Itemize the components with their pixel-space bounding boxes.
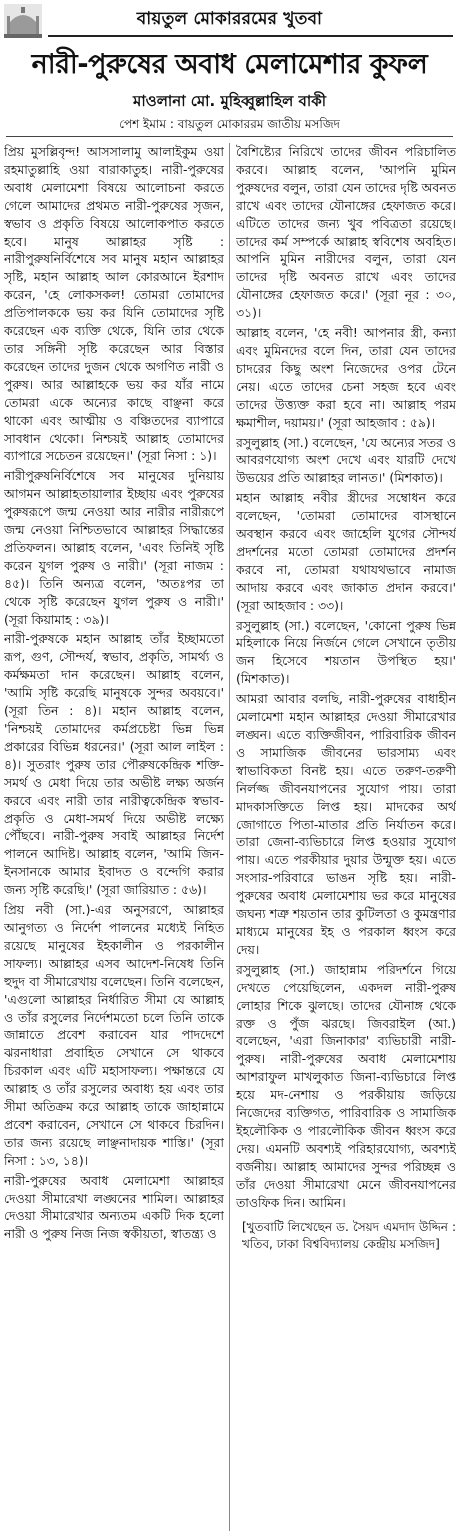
paragraph: প্রিয় মুসল্লিবৃন্দ! আসসালামু আলাইকুম ওয়া রহমাতুল্লাহি ওয়া বারাকাতুহ। নারী-পুরুষের অবাধ মেলামেশা বিষয়ে আলোচনা করতে গেলে আমাদের প্রথমত নারী-পুরুষের সৃজন, স্বভাব ও প্রকৃতি বিষয়ে আলোকপাত করতে হবে। মানুষ আল্লাহর সৃষ্টি : নারীপুরুষনির্বিশেষে সব মানুষ মহান আল্লাহর সৃষ্টি, মহান আল্লাহ আল কোরআনে ইরশাদ করেন, 'হে লোকসকল! তোমরা তোমাদের প্রতিপালককে ভয় কর যিনি তোমাদের সৃষ্টি করেছেন এক ব্যক্তি থেকে, যিনি তার থেকে তার সঙ্গিনী সৃষ্টি করেছেন আর বিস্তার করেছেন তাদের দুজন থেকে অগণিত নারী ও পুরুষ। আর আল্লাহকে ভয় কর যাঁর নামে তোমরা একে অন্যের কাছে বাঞ্ছনা করে থাকো এবং আত্মীয় ও বঞ্চিতদের ব্যাপারে সাবধান থেকো। নিশ্চয়ই আল্লাহ তোমাদের ব্যাপারে সচেতন রয়েছেন।' (সূরা নিসা : ১)। (4, 144, 224, 464)
paragraph: নারীপুরুষনির্বিশেষে সব মানুষের দুনিয়ায় আগমন আল্লাহতায়ালার ইচ্ছায় এবং পুরুষের পুরুষরূপে জন্ম নেওয়া আর নারীর নারীরূপে জন্ম নেওয়া নিশ্চিতভাবে আল্লাহর সিদ্ধান্তের প্রতিফলন। আল্লাহ বলেন, 'এবং তিনিই সৃষ্টি করেন যুগল পুরুষ ও নারী।' (সূরা নাজম : ৪৫)। তিনি অন্যত্র বলেন, 'অতঃপর তা থেকে সৃষ্টি করেছেন যুগল পুরুষ ও নারী।' (সূরা কিয়ামাহ : ৩৯)। (4, 468, 224, 627)
section-header (0, 0, 459, 42)
paragraph: নারী-পুরুষের অবাধ মেলামেশা আল্লাহর দেওয়া সীমারেখা লঙ্ঘনের শামিল। আল্লাহর দেওয়া সীমারেখার অন্যতম একটি দিক হলো নারী ও পুরুষ নিজ নিজ স্বকীয়তা, স্বাতন্ত্র্য ও (4, 1172, 224, 1242)
section-label: বায়তুল মোকাররমের খুতবা (136, 9, 323, 29)
paragraph: রসুলুল্লাহ (সা.) বলেছেন, 'যে অন্যের সতর ও আবরণযোগ্য অংশ দেখে এবং যারটি দেখে উভয়ের প্রতি আল্লাহর লানত।' (মিশকাত)। (236, 434, 456, 486)
column-divider (229, 143, 230, 1531)
paragraph: মহান আল্লাহ নবীর স্ত্রীদের সম্বোধন করে বলেছেন, 'তোমরা তোমাদের বাসস্থানে অবস্থান করবে এবং জাহেলি যুগের সৌন্দর্য প্রদর্শনের মতো তোমরা তোমাদের প্রদর্শন করবে না, তোমরা যথাযথভাবে নামাজ আদায় করবে এবং জাকাত প্রদান করবে।' (সূরা আহজাব : ৩৩)। (236, 490, 456, 613)
paragraph: আল্লাহ বলেন, 'হে নবী! আপনার স্ত্রী, কন্যা এবং মুমিনদের বলে দিন, তারা যেন তাদের চাদরের কিছু অংশ নিজেদের ওপর টেনে নেয়। এতে তাদের চেনা সহজ হবে এবং তাদের উত্ত্যক্ত করা হবে না। আল্লাহ পরম ক্ষমাশীল, দয়াময়।' (সূরা আহজাব : ৫৯)। (236, 325, 456, 430)
article-column-left (4, 143, 224, 1528)
article-title: নারী-পুরুষের অবাধ মেলামেশার কুফল (31, 49, 428, 80)
paragraph: আমরা আবার বলছি, নারী-পুরুষের বাধাহীন মেলামেশা মহান আল্লাহর দেওয়া সীমারেখার লঙ্ঘন। এতে ব্যক্তিজীবন, পারিবারিক জীবন ও সামাজিক জীবনের ভারসাম্য এবং স্বাভাবিকতা বিনষ্ট হয়। এতে তরুণ-তরুণী নির্লজ্জ জীবনযাপনের সুযোগ পায়। তারা মাদকাসক্তিতে লিপ্ত হয়। মাদকের অর্থ জোগাতে পিতা-মাতার প্রতি নির্যাতন করে। তারা জেনা-ব্যভিচারে লিপ্ত হওয়ার সুযোগ পায়। এতে পরকীয়ার দুয়ার উন্মুক্ত হয়। এতে সংসার-পরিবারে ভাঙন সৃষ্টি হয়। নারী-পুরুষের অবাধ মেলামেশায় ভর করে মানুষের জঘন্য শত্রু শয়তান তার কুটিলতা ও কুমন্ত্রণার মাধ্যমে মানুষের ইহ ও পরকাল ধ্বংস করে দেয়। (236, 691, 456, 957)
title-rule (6, 136, 453, 137)
paragraph: রসুলুল্লাহ (সা.) জাহান্নাম পরিদর্শনে গিয়ে দেখতে পেয়েছিলেন, একদল নারী-পুরুষ লোহার শিকে ঝুলছে। তাদের যৌনাঙ্গ থেকে রক্ত ও পুঁজ ঝরছে। জিবরাইল (আ.) বলেছেন, 'এরা জিনাকার' ব্যভিচারী নারী-পুরুষ। নারী-পুরুষের অবাধ মেলামেশায় আশরাফুল মাখলুকাত জিনা-ব্যভিচারে লিপ্ত হয়ে মদ-নেশায় ও পরকীয়ায় জড়িয়ে নিজেদের ব্যক্তিগত, পারিবারিক ও সামাজিক ইহলৌকিক ও পারলৌকিক জীবন ধ্বংস করে দেয়। এমনটি অবশ্যই পরিহারযোগ্য, অবশ্যই বর্জনীয়। আল্লাহ আমাদের সুন্দর পরিচ্ছন্ন ও তাঁর দেওয়া সীমারেখা মেনে জীবনযাপনের তাওফিক দিন। আমিন। (236, 961, 456, 1210)
paragraph: রসুলুল্লাহ (সা.) বলেছেন, 'কোনো পুরুষ ভিন্ন মহিলাকে নিয়ে নির্জনে গেলে সেখানে তৃতীয় জন হিসেবে শয়তান উপস্থিত হয়।' (মিশকাত)। (236, 617, 456, 687)
paragraph: নারী-পুরুষকে মহান আল্লাহ তাঁর ইচ্ছামতো রূপ, গুণ, সৌন্দর্য, স্বভাব, প্রকৃতি, সামর্থ্য ও কর্মক্ষমতা দান করেছেন। আল্লাহ বলেন, 'আমি সৃষ্টি করেছি মানুষকে সুন্দর অবয়বে।' (সূরা তিন : ৪)। মহান আল্লাহ বলেন, 'নিশ্চয়ই তোমাদের কর্মপ্রচেষ্টা ভিন্ন ভিন্ন প্রকারের বিভিন্ন ধরনের।' (সূরা আল লাইল : ৪)। সুতরাং পুরুষ তার পৌরুষকেন্দ্রিক শক্তি-সমর্থ ও মেধা দিয়ে তার অভীষ্ট লক্ষ্য অর্জন করবে এবং নারী তার নারীত্বকেন্দ্রিক স্বভাব-প্রকৃতি ও মেধা-সমর্থ দিয়ে অভীষ্ট লক্ষ্যে পৌঁছবে। নারী-পুরুষ সবাই আল্লাহর নির্দেশ পালনে আদিষ্ট। আল্লাহ বলেন, 'আমি জিন-ইনসানকে আমার ইবাদত ও বন্দেগি করার জন্য সৃষ্টি করেছি।' (সূরা জারিয়াত : ৫৬)। (4, 631, 224, 898)
paragraph: বৈশিষ্ট্যের নিরিখে তাদের জীবন পরিচালিত করবে। আল্লাহ বলেন, 'আপনি মুমিন পুরুষদের বলুন, তারা যেন তাদের দৃষ্টি অবনত রাখে এবং তাদের যৌনাঙ্গের হেফাজত করে। এটিতে তাদের জন্য খুব পবিত্রতা রয়েছে। তাদের কর্ম সম্পর্কে আল্লাহ স্ববিশেষ অবহিত। আপনি মুমিন নারীদের বলুন, তারা যেন তাদের দৃষ্টি অবনত রাখে এবং তাদের যৌনাঙ্গের হেফাজত করে।' (সূরা নূর : ৩০, ৩১)। (236, 144, 456, 321)
paragraph: প্রিয় নবী (সা.)-এর অনুসরণে, আল্লাহর আনুগত্য ও নির্দেশ পালনের মধ্যেই নিহিত রয়েছে মানুষের ইহকালীন ও পরকালীন সাফল্য। আল্লাহর এসব আদেশ-নিষেধ তিনি হুদুদ বা সীমারেখায় বলেছেন। তিনি বলেছেন, 'এগুলো আল্লাহর নির্ধারিত সীমা যে আল্লাহ ও তাঁর রসুলের নির্দেশমতো চলে তিনি তাকে জান্নাতে প্রবেশ করাবেন যার পাদদেশে ঝরনাধারা প্রবাহিত সেখানে সে থাকবে চিরকাল এবং এটি মহাসাফল্য। পক্ষান্তরে যে আল্লাহ ও তাঁর রসুলের অবাধ্য হয় এবং তার সীমা অতিক্রম করে আল্লাহ তাকে জাহান্নামে প্রবেশ করাবেন, সেখানে সে থাকবে চিরদিন। তার জন্য রয়েছে লাঞ্ছনাদায়ক শাস্তি।' (সূরা নিসা : ১৩, ১৪)। (4, 902, 224, 1168)
header-rule (48, 35, 453, 37)
article-credit: [খুতবাটি লিখেছেন ড. সৈয়দ এমদাদ উদ্দিন : খতিব, ঢাকা বিশ্ববিদ্যালয় কেন্দ্রীয় মসজিদ] (242, 1220, 456, 1252)
author-name: মাওলানা মো. মুহিব্বুল্লাহিল বাকী (133, 92, 326, 110)
author-role: পেশ ইমাম : বায়তুল মোকাররম জাতীয় মসজিদ (119, 117, 340, 131)
article-column-right (236, 143, 456, 1528)
